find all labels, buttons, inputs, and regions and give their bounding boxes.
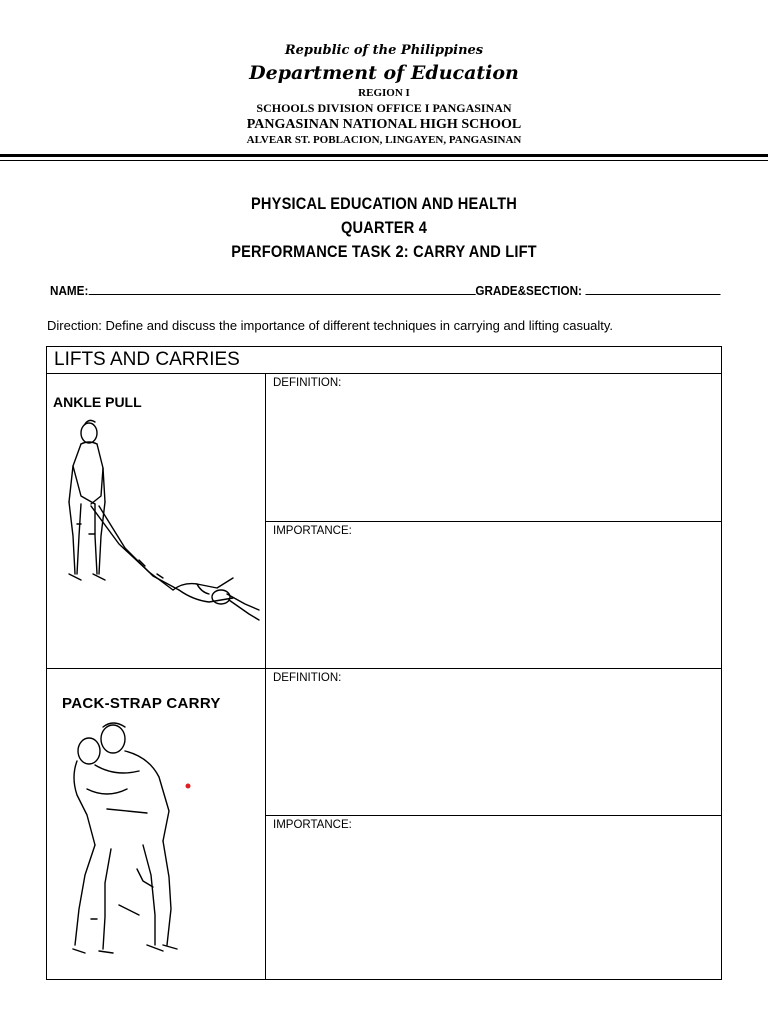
table-heading: LIFTS AND CARRIES [47,347,722,374]
definition-label: DEFINITION: [273,377,342,389]
pack-strap-definition-field[interactable] [266,669,722,816]
title-task: PERFORMANCE TASK 2: CARRY AND LIFT [231,242,537,261]
header-divider-thick [0,154,768,157]
name-blank[interactable] [88,282,475,295]
title-subject: PHYSICAL EDUCATION AND HEALTH [250,194,517,213]
header-region: REGION I [358,87,410,99]
pack-strap-figure-cell [47,669,266,980]
ankle-pull-importance-field[interactable] [266,521,722,669]
header-school: PANGASINAN NATIONAL HIGH SCHOOL [246,117,522,132]
header-address: ALVEAR ST. POBLACION, LINGAYEN, PANGASINAN [246,134,522,146]
ankle-pull-definition-field[interactable] [266,374,722,522]
red-marker-dot [186,784,191,789]
technique-label-ankle-pull: ANKLE PULL [53,394,142,410]
pack-strap-importance-field[interactable] [266,816,722,980]
direction-text: Direction: Define and discuss the importance of different techniques in carrying and lifting casualty. [47,318,614,333]
student-info-line [50,282,653,298]
importance-label: IMPORTANCE: [273,819,352,832]
header-divider-thin [0,160,768,161]
grade-section-label: GRADE&SECTION: [475,283,582,298]
definition-label: DEFINITION: [273,672,342,684]
title-quarter: QUARTER 4 [340,218,428,237]
grade-section-blank[interactable] [586,282,721,295]
importance-label: IMPORTANCE: [273,524,352,537]
header-republic: Republic of the Philippines [284,43,484,58]
lifts-carries-table [46,346,722,980]
pack-strap-carry-illustration-icon [47,669,265,979]
header-department: Department of Education [249,62,519,84]
technique-label-pack-strap-carry: PACK-STRAP CARRY [62,695,221,712]
ankle-pull-illustration-icon [47,374,265,668]
name-label: NAME: [50,283,89,298]
ankle-pull-figure-cell [47,374,266,669]
header-division: SCHOOLS DIVISION OFFICE I PANGASINAN [256,101,512,115]
